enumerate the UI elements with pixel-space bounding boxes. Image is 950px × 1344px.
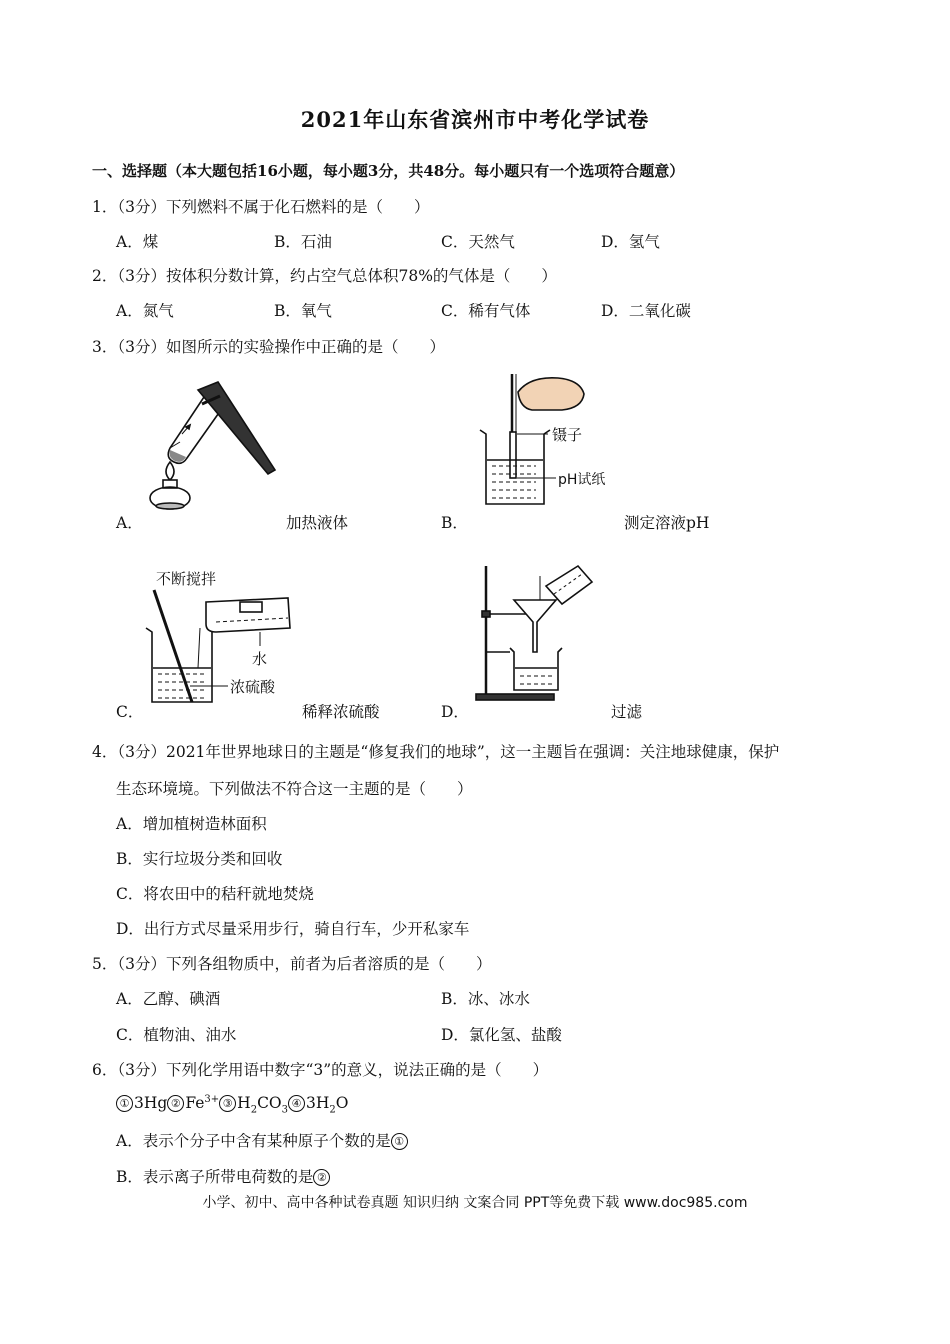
question-6-option-a-text: A．表示个分子中含有某种原子个数的是: [116, 1132, 391, 1150]
question-2-option-b: B．氧气: [274, 302, 332, 320]
footer-watermark: 小学、初中、高中各种试卷真题 知识归纳 文案合同 PPT等免费下载 www.doc985.com: [202, 1195, 748, 1211]
question-5-option-a: A．乙醇、碘酒: [116, 990, 221, 1008]
question-1-option-b: B．石油: [274, 233, 332, 251]
figure-dilute-acid: [140, 568, 300, 708]
question-3-option-b-label: 测定溶液pH: [624, 514, 710, 532]
formula-3-subscript-2: 3: [281, 1104, 289, 1116]
question-6-option-b-ref: ②: [313, 1169, 330, 1186]
question-5-option-c: C．植物油、油水: [116, 1026, 237, 1044]
question-4-option-b: B．实行垃圾分类和回收: [116, 850, 283, 868]
question-5-option-b: B．冰、冰水: [441, 990, 530, 1008]
question-3-option-c-label: 稀释浓硫酸: [302, 703, 380, 721]
question-6-option-a: [116, 1129, 409, 1151]
figure-filtration: [470, 556, 600, 706]
question-1-option-d: D．氢气: [601, 233, 660, 251]
question-6-option-b: [116, 1165, 331, 1187]
question-3-option-b-letter: B．: [441, 514, 468, 532]
question-6-formulas: [116, 1094, 349, 1115]
page-title: 2021年山东省滨州市中考化学试卷: [300, 107, 650, 132]
section-heading: 一、选择题（本大题包括16小题，每小题3分，共48分。每小题只有一个选项符合题意）: [92, 162, 685, 180]
question-6-option-a-ref: ①: [391, 1133, 408, 1150]
figure-label-tweezers: 镊子: [552, 426, 583, 444]
formula-3b: CO: [257, 1094, 282, 1113]
question-4-stem-line-2: 生态环境境。下列做法不符合这一主题的是（ ）: [116, 780, 473, 798]
question-1-option-a: A．煤: [116, 233, 159, 251]
question-3-option-a-letter: A．: [116, 514, 143, 532]
formula-4a: 3H: [306, 1094, 330, 1113]
question-3-stem: 3．（3分）如图所示的实验操作中正确的是（ ）: [92, 338, 445, 356]
question-3-option-a-label: 加热液体: [286, 514, 349, 532]
question-4-stem-line-1: 4．（3分）2021年世界地球日的主题是“修复我们的地球”，这一主题旨在强调：关注地球健康，保护: [92, 743, 780, 761]
question-6-stem: 6．（3分）下列化学用语中数字“3”的意义，说法正确的是（ ）: [92, 1061, 549, 1079]
question-1-stem: 1．（3分）下列燃料不属于化石燃料的是（ ）: [92, 198, 430, 216]
question-3-option-d-letter: D．: [441, 703, 469, 721]
question-4-option-d: D．出行方式尽量采用步行，骑自行车，少开私家车: [116, 920, 470, 938]
figure-label-water: 水: [252, 650, 268, 668]
formula-2-superscript: 3+: [204, 1094, 220, 1105]
formula-1: 3Hg: [134, 1094, 168, 1113]
circled-number-4: ④: [288, 1095, 305, 1112]
question-2-option-a: A．氮气: [116, 302, 174, 320]
circled-number-2: ②: [167, 1095, 184, 1112]
figure-label-ph-paper: pH试纸: [558, 472, 606, 488]
question-1-option-c: C．天然气: [441, 233, 515, 251]
question-3-option-d-label: 过滤: [611, 703, 643, 721]
question-4-option-a: A．增加植树造林面积: [116, 815, 267, 833]
question-2-stem: 2．（3分）按体积分数计算，约占空气总体积78%的气体是（ ）: [92, 267, 557, 285]
question-4-option-c: C．将农田中的秸秆就地焚烧: [116, 885, 314, 903]
circled-number-3: ③: [219, 1095, 236, 1112]
question-5-option-d: D．氯化氢、盐酸: [441, 1026, 562, 1044]
figure-heating-liquid: [140, 378, 280, 516]
question-5-stem: 5．（3分）下列各组物质中，前者为后者溶质的是（ ）: [92, 955, 492, 973]
figure-label-keep-stirring: 不断搅拌: [156, 570, 217, 588]
formula-4-subscript: 2: [329, 1104, 336, 1116]
question-2-option-c: C．稀有气体: [441, 302, 531, 320]
formula-3a: H: [237, 1094, 251, 1113]
formula-4b: O: [335, 1094, 349, 1113]
formula-3-subscript-1: 2: [250, 1104, 258, 1116]
question-2-option-d: D．二氧化碳: [601, 302, 691, 320]
formula-2: Fe: [185, 1094, 205, 1113]
question-6-option-b-text: B．表示离子所带电荷数的是: [116, 1168, 314, 1186]
figure-measure-ph: [470, 370, 620, 510]
figure-label-conc-acid: 浓硫酸: [230, 678, 276, 696]
circled-number-1: ①: [116, 1095, 133, 1112]
question-3-option-c-letter: C．: [116, 703, 144, 721]
